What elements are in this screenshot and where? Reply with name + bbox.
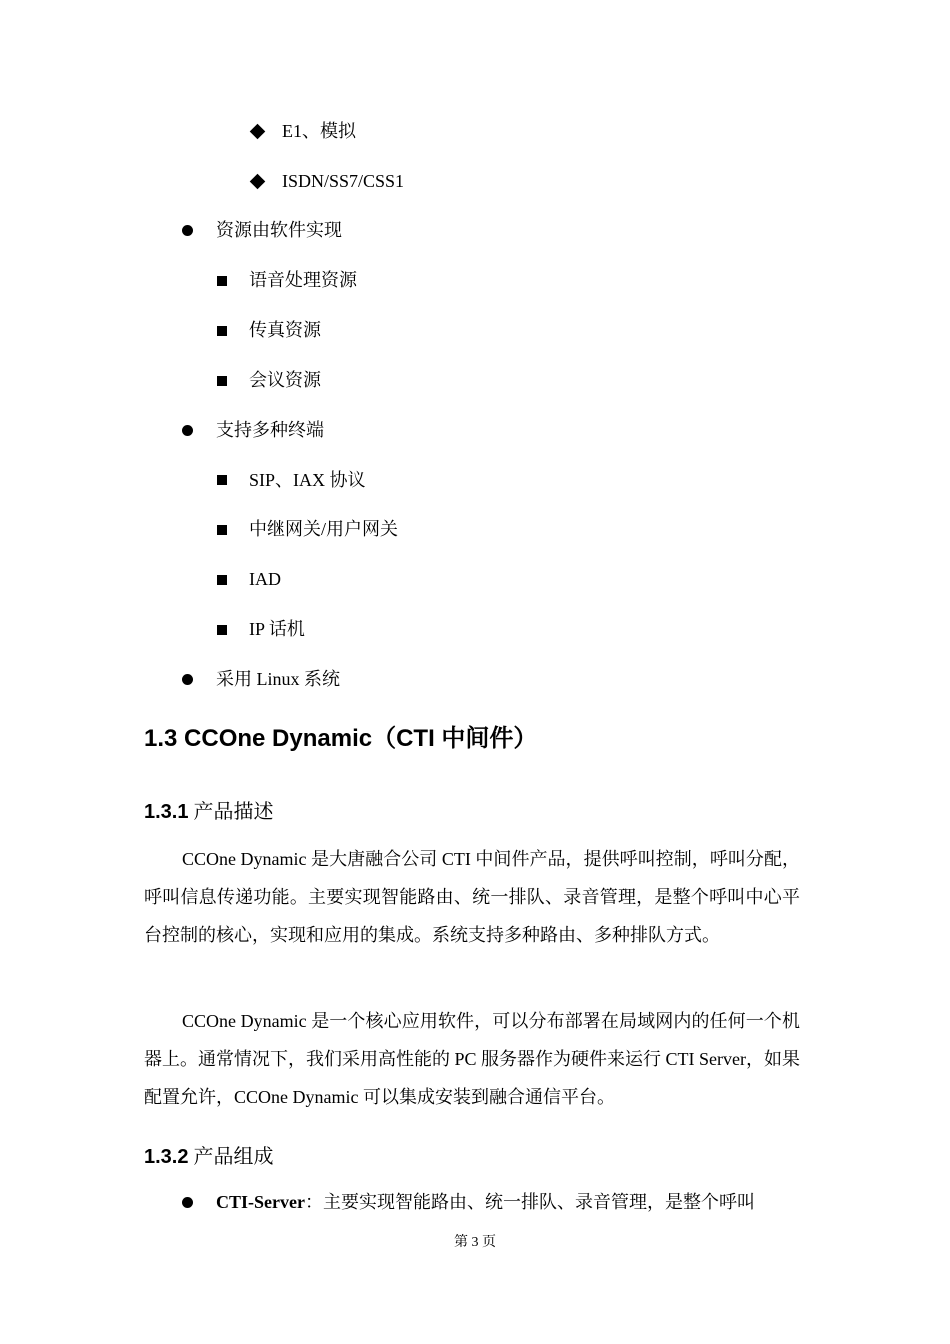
round-bullet-icon — [182, 225, 193, 236]
square-bullet-icon — [217, 376, 227, 386]
square-bullet-icon — [217, 276, 227, 286]
term-label: CTI-Server — [216, 1192, 305, 1212]
list-item: 资源由软件实现 — [216, 220, 342, 240]
subsection-heading — [144, 799, 273, 825]
page-number: 第 3 页 — [454, 1235, 496, 1250]
section-heading: 1.3 CCOne Dynamic（CTI 中间件） — [144, 725, 538, 752]
list-item: SIP、IAX 协议 — [249, 470, 366, 490]
square-bullet-icon — [217, 625, 227, 635]
list-item: 传真资源 — [249, 320, 321, 340]
paragraph: CCOne Dynamic 是一个核心应用软件，可以分布部署在局域网内的任何一个机器上。通常情况下，我们采用高性能的 PC 服务器作为硬件来运行 CTI Server，如果配置允许，CCOne Dynamic 可以集成安装到融合通信平台。 — [144, 1011, 800, 1107]
diamond-bullet-icon — [250, 124, 266, 140]
round-bullet-icon — [182, 1197, 193, 1208]
square-bullet-icon — [217, 475, 227, 485]
list-item: ISDN/SS7/CSS1 — [282, 171, 405, 191]
paragraph: CCOne Dynamic 是大唐融合公司 CTI 中间件产品，提供呼叫控制，呼叫分配，呼叫信息传递功能。主要实现智能路由、统一排队、录音管理，是整个呼叫中心平台控制的核心，实现和应用的集成。系统支持多种路由、多种排队方式。 — [144, 849, 800, 945]
subsection-number: 1.3.2 — [144, 1146, 189, 1168]
list-item: 中继网关/用户网关 — [249, 519, 399, 539]
list-item: E1、模拟 — [282, 121, 356, 141]
term-description: ：主要实现智能路由、统一排队、录音管理，是整个呼叫 — [304, 1192, 755, 1212]
subsection-title: 产品组成 — [188, 1146, 274, 1168]
subsection-title: 产品描述 — [188, 801, 274, 823]
round-bullet-icon — [182, 674, 193, 685]
list-item: 采用 Linux 系统 — [216, 669, 340, 689]
list-item: 语音处理资源 — [249, 270, 357, 290]
square-bullet-icon — [217, 525, 227, 535]
subsection-number: 1.3.1 — [144, 801, 189, 823]
round-bullet-icon — [182, 425, 193, 436]
diamond-bullet-icon — [250, 174, 266, 190]
square-bullet-icon — [217, 575, 227, 585]
list-item: IP 话机 — [249, 619, 305, 639]
list-item: IAD — [249, 569, 281, 589]
list-item — [216, 1190, 755, 1214]
list-item: 会议资源 — [249, 370, 321, 390]
square-bullet-icon — [217, 326, 227, 336]
list-item: 支持多种终端 — [216, 420, 324, 440]
subsection-heading — [144, 1144, 273, 1170]
